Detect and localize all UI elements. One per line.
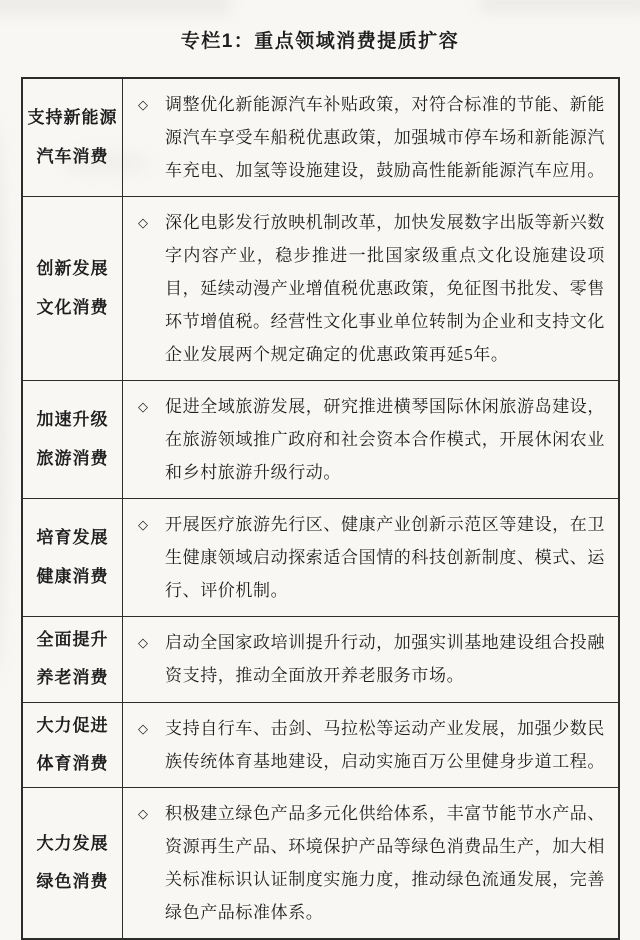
diamond-bullet-icon: ◇	[138, 517, 148, 532]
row-content	[138, 797, 605, 929]
row-label-line: 健康消费	[36, 566, 109, 586]
row-label-line: 大力发展	[36, 833, 109, 853]
table-row	[23, 499, 618, 617]
row-label-line: 加速升级	[36, 410, 109, 430]
row-label	[23, 499, 123, 616]
row-label-line: 大力促进	[36, 715, 109, 735]
row-text: 积极建立绿色产品多元化供给体系，丰富节能节水产品、资源再生产品、环境保护产品等绿色消费品生产，加大相关标准标识认证制度实施力度，推动绿色流通发展，完善绿色产品标准体系。	[165, 804, 605, 922]
spec-table	[21, 77, 620, 940]
diamond-bullet-icon: ◇	[138, 806, 148, 821]
table-row	[23, 617, 618, 703]
table-row	[23, 381, 618, 499]
row-label-line: 汽车消费	[36, 146, 109, 166]
scan-smudge	[0, 0, 230, 14]
row-content	[138, 206, 605, 371]
row-label-line: 文化消费	[36, 297, 109, 317]
row-content	[138, 88, 605, 187]
row-content-cell	[123, 617, 618, 702]
row-label	[23, 197, 123, 380]
row-text: 启动全国家政培训提升行动，加强实训基地建设组合投融资支持，推动全面放开养老服务市场。	[165, 633, 605, 686]
row-label	[23, 617, 123, 702]
row-label	[23, 703, 123, 788]
table-row	[23, 79, 618, 197]
row-content	[138, 712, 605, 778]
diamond-bullet-icon: ◇	[138, 720, 148, 736]
table-row	[23, 197, 618, 381]
diamond-bullet-icon: ◇	[138, 399, 148, 414]
row-label-line: 全面提升	[36, 630, 109, 649]
row-content	[138, 508, 605, 607]
row-text: 调整优化新能源汽车补贴政策，对符合标准的节能、新能源汽车享受车船税优惠政策，加强城市停车场和新能源汽车充电、加氢等设施建设，鼓励高性能新能源汽车应用。	[165, 95, 605, 180]
scan-smudge	[0, 120, 6, 680]
diamond-bullet-icon: ◇	[138, 215, 148, 230]
row-content-cell	[123, 788, 618, 938]
page-title: 专栏1：重点领域消费提质扩容	[180, 31, 460, 52]
table-row	[23, 703, 618, 789]
row-label-line: 创新发展	[36, 259, 109, 279]
row-label-line: 养老消费	[36, 668, 109, 688]
row-text: 支持自行车、击剑、马拉松等运动产业发展，加强少数民族传统体育基地建设，启动实施百万公里健身步道工程。	[165, 718, 605, 771]
diamond-bullet-icon: ◇	[138, 635, 148, 651]
table-row	[23, 788, 618, 938]
row-label-line: 体育消费	[36, 753, 109, 773]
row-content-cell	[123, 197, 618, 380]
row-label	[23, 381, 123, 498]
row-content-cell	[123, 703, 618, 788]
row-label-line: 支持新能源	[27, 108, 118, 128]
scan-smudge	[480, 0, 640, 12]
row-label	[23, 788, 123, 938]
row-text: 促进全域旅游发展，研究推进横琴国际休闲旅游岛建设，在旅游领域推广政府和社会资本合作模式，开展休闲农业和乡村旅游升级行动。	[165, 397, 605, 482]
row-label-line: 培育发展	[36, 528, 109, 548]
diamond-bullet-icon: ◇	[138, 97, 148, 112]
row-content-cell	[123, 381, 618, 498]
row-content-cell	[123, 499, 618, 616]
row-label	[23, 79, 123, 196]
row-text: 深化电影发行放映机制改革，加快发展数字出版等新兴数字内容产业，稳步推进一批国家级重点文化设施建设项目，延续动漫产业增值税优惠政策，免征图书批发、零售环节增值税。经营性文化事业单位转制为企业和支持文化企业发展两个规定确定的优惠政策再延5年。	[165, 213, 605, 364]
row-content	[138, 390, 605, 489]
row-content	[138, 626, 605, 692]
row-label-line: 旅游消费	[36, 448, 109, 468]
row-content-cell	[123, 79, 618, 196]
row-label-line: 绿色消费	[36, 872, 109, 891]
row-text: 开展医疗旅游先行区、健康产业创新示范区等建设，在卫生健康领域启动探索适合国情的科技创新制度、模式、运行、评价机制。	[165, 515, 605, 600]
